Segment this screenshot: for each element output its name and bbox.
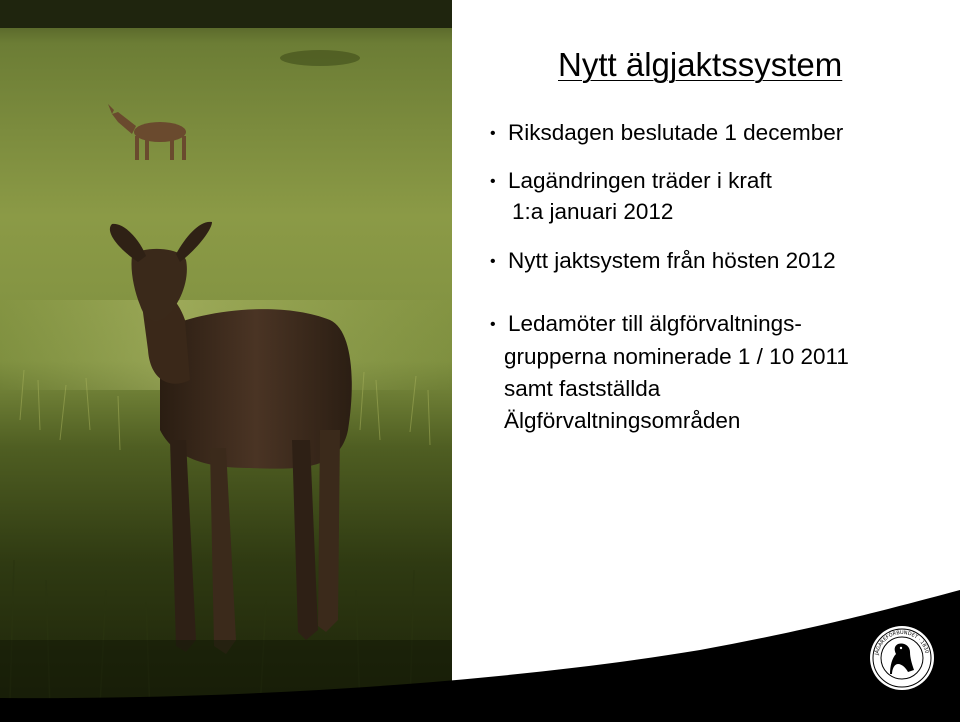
slide-title: Nytt älgjaktssystem	[558, 46, 843, 83]
bullet-glyph: •	[490, 125, 496, 142]
footer-swoosh	[0, 580, 960, 722]
bullet-text: Riksdagen beslutade 1 december	[508, 120, 844, 145]
bullet-text-continued: grupperna nominerade 1 / 10 2011	[504, 344, 849, 369]
svg-text:JÄGAREFÖRBUNDET · 1830: JÄGAREFÖRBUNDET · 1830	[874, 629, 930, 656]
bullet-text: Nytt jaktsystem från hösten 2012	[508, 248, 836, 273]
bullet-text-continued: 1:a januari 2012	[512, 199, 674, 224]
bullet-glyph: •	[490, 253, 496, 270]
bullet-text: Ledamöter till älgförvaltnings-	[508, 311, 802, 336]
bullet-item	[490, 308, 849, 437]
bullet-item	[490, 118, 843, 149]
bullet-item	[490, 246, 836, 277]
bullet-text-continued: Älgförvaltningsområden	[504, 408, 741, 433]
bullet-glyph: •	[490, 316, 496, 333]
bullet-glyph: •	[490, 173, 496, 190]
bullet-text: Lagändringen träder i kraft	[508, 168, 772, 193]
jagareforbundet-logo	[868, 624, 936, 692]
bullet-text-continued: samt fastställda	[504, 376, 661, 401]
bullet-item	[490, 166, 772, 227]
